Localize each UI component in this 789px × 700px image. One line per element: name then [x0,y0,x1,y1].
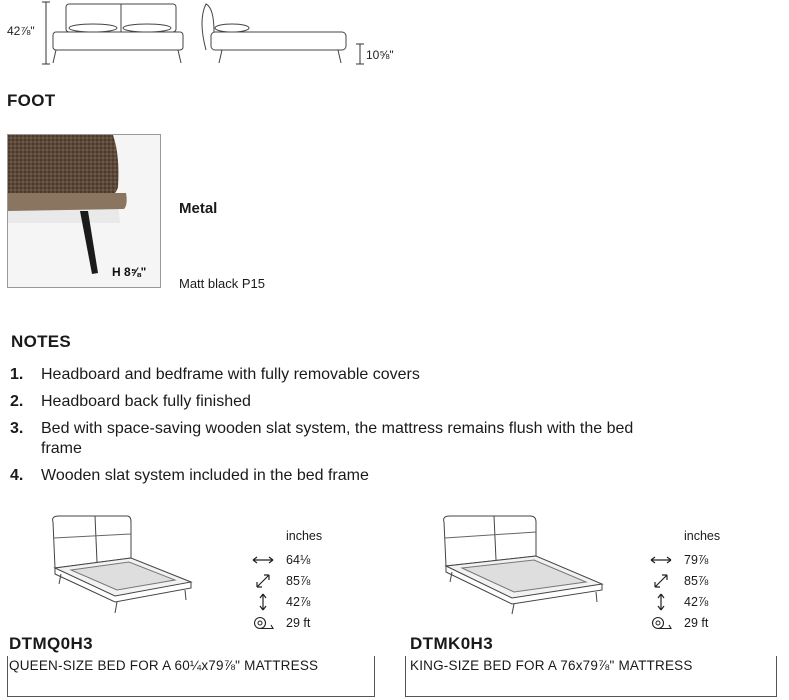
note-item [10,392,670,412]
fabric-value: 29 ft [286,615,311,630]
king-model-code: DTMK0H3 [410,634,494,653]
note-number: 1. [10,366,24,383]
units-label: inches [684,529,721,543]
note-number: 2. [10,393,24,410]
width-value: 64⅛ [286,552,311,567]
king-spec-table [646,529,720,633]
height-value: 42⅞ [286,594,311,609]
foot-material: Metal [179,200,218,217]
king-description: KING-SIZE BED FOR A 76x79⅞" MATTRESS [410,658,693,673]
spec-row-width [646,549,720,570]
spec-row-width [248,549,322,570]
depth-value: 85⅞ [286,573,311,588]
spec-row-fabric [248,612,322,633]
spec-row-depth [248,570,322,591]
units-label: inches [286,529,323,543]
note-item [10,466,670,486]
vertical-double-arrow-icon [248,593,278,611]
horizontal-double-arrow-icon [646,555,676,565]
queen-model-code: DTMQ0H3 [9,634,94,653]
diagonal-double-arrow-icon [248,573,278,589]
spec-row-depth [646,570,720,591]
fabric-value: 29 ft [684,615,709,630]
note-number: 3. [10,420,24,437]
horizontal-double-arrow-icon [248,555,278,565]
width-value: 79⅞ [684,552,709,567]
notes-section-title: NOTES [11,332,72,351]
notes-list [10,365,670,493]
note-number: 4. [10,467,24,484]
note-text: Bed with space-saving wooden slat system, the mattress remains flush with the bed frame [41,420,634,457]
king-bed-drawing [438,512,608,617]
overall-height-label: 42⅞" [7,24,35,38]
note-item [10,419,670,459]
note-text: Wooden slat system included in the bed frame [41,467,369,484]
fabric-roll-icon [248,616,278,630]
note-text: Headboard and bedframe with fully removable covers [41,366,420,383]
foot-finish: Matt black P15 [179,276,265,291]
fabric-roll-icon [646,616,676,630]
queen-spec-table [248,529,322,633]
note-item [10,365,670,385]
queen-bed-drawing [45,512,195,617]
foot-section-title: FOOT [7,91,56,110]
spec-row-height [646,591,720,612]
queen-description: QUEEN-SIZE BED FOR A 60¼x79⅞" MATTRESS [9,658,319,673]
foot-height-label: H 8⅝" [112,265,147,279]
spec-row-height [248,591,322,612]
note-text: Headboard back fully finished [41,393,251,410]
spec-row-fabric [646,612,720,633]
height-value: 42⅞ [684,594,709,609]
depth-value: 85⅞ [684,573,709,588]
bed-front-side-elevation-drawing [0,0,420,70]
foot-detail-photo [7,134,161,288]
foot-height-dimension-label: 10⅝" [366,48,394,62]
vertical-double-arrow-icon [646,593,676,611]
diagonal-double-arrow-icon [646,573,676,589]
